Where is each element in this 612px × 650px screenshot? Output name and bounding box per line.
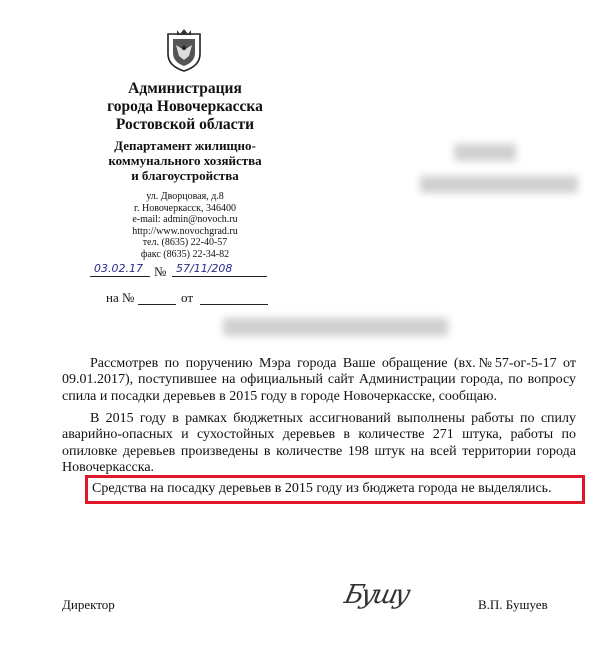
org-line-1: Администрация — [128, 80, 242, 97]
number-line — [172, 262, 267, 277]
paragraph-2: В 2015 году в рамках бюджетных ассигнований выполнены работы по спилу аварийно-опасных и сухостойных деревьев в количестве 271 штука, работы по опиловке деревьев произведены в количестве 198 штук на всей территории города Новочеркасска. — [62, 411, 576, 476]
dept-line-3: и благоустройства — [131, 168, 239, 183]
address-phone: тел. (8635) 22-40-57 — [142, 237, 228, 249]
ref-number: 57/11/208 — [176, 262, 233, 275]
date-line — [90, 262, 150, 277]
ot-line — [200, 290, 268, 305]
paragraph-1: Рассмотрев по поручению Мэра города Ваше обращение (вх.№57-ог-5-17 от 09.01.2017), поступившее на официальный сайт Администрации города, по вопросу спила и посадки деревьев в 2015 году в городе Новочеркасске, сообщаю. — [62, 356, 576, 404]
redacted-recipient-2 — [420, 176, 578, 193]
coat-of-arms-icon — [165, 28, 203, 72]
dept-line-2: коммунального хозяйства — [108, 153, 262, 168]
dept-line-1: Департамент жилищно- — [114, 138, 256, 153]
na-line — [138, 290, 176, 305]
na-label: на № — [106, 290, 135, 305]
number-symbol: № — [154, 264, 167, 279]
ref-date: 03.02.17 — [94, 262, 143, 275]
address-street: ул. Дворцовая, д.8 — [146, 191, 224, 202]
address-website: http://www.novochgrad.ru — [132, 225, 238, 237]
redacted-recipient-1 — [454, 144, 516, 161]
redacted-salutation — [223, 318, 448, 336]
highlight-box — [85, 475, 585, 504]
department-name — [85, 138, 285, 183]
org-name — [70, 80, 300, 134]
address-city: г. Новочеркасск, 346400 — [134, 202, 236, 214]
signature: Бушу — [341, 580, 411, 610]
address-fax: факс (8635) 22-34-82 — [140, 248, 230, 260]
signatory-position: Директор — [62, 597, 115, 612]
paragraph-3-highlighted: Средства на посадку деревьев в 2015 году из бюджета города не выделялись. — [92, 481, 552, 496]
address-email: e-mail: admin@novoch.ru — [132, 214, 238, 226]
signatory-name: В.П. Бушуев — [478, 597, 548, 612]
address-block — [100, 191, 270, 261]
org-line-3: Ростовской области — [115, 116, 255, 133]
ot-label: от — [181, 290, 194, 305]
org-line-2: города Новочеркасска — [107, 98, 263, 115]
